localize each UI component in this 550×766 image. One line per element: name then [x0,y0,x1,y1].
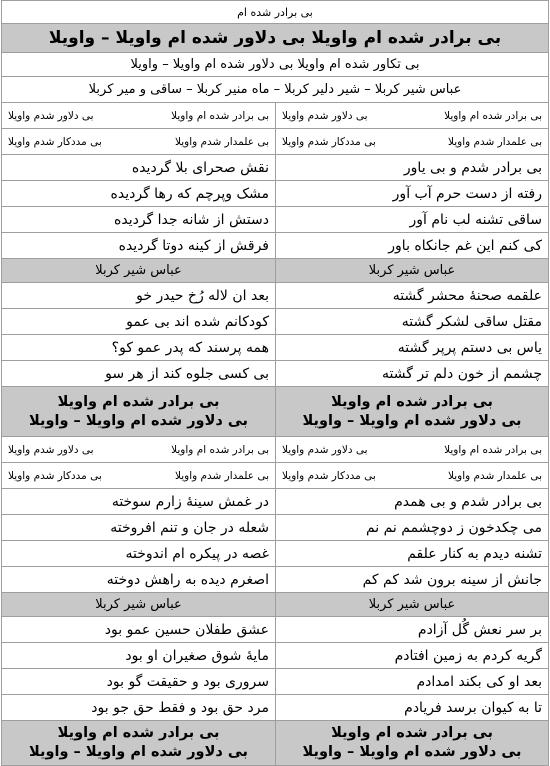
verse-cell[interactable]: مایهٔ شوق صغیران او بود [1,643,275,669]
refrain-line: بی برادر شده ام واویلا [331,393,493,410]
verse-cell[interactable]: کی کنم این غم جانکاه باور [275,233,549,259]
spreadsheet [1,0,549,766]
verse-cell[interactable]: فرقش از کینه دوتا گردیده [1,233,275,259]
verse-cell[interactable]: بی برادر شدم و بی یاور [275,155,549,181]
verse-cell[interactable]: گریه کردم به زمین افتادم [275,643,549,669]
verse-cell[interactable]: تشنه دیدم به کنار علقم [275,541,549,567]
verse-cell[interactable]: غصه در پیکره ام اندوخته [1,541,275,567]
chorus-text: بی علمدار شدم واویلا [174,135,269,148]
refrain-line: بی دلاور شده ام واویلا – واویلا [29,412,248,429]
cell-left[interactable] [1,103,275,129]
verse-cell[interactable]: چشمم از خون دلم تر گشته [275,361,549,387]
sheet-title[interactable]: بی برادر شده ام [1,0,549,24]
verse-cell[interactable]: عشق طفلان حسین عمو بود [1,617,275,643]
verse-cell[interactable]: بعد ان لاله رُخ حیدر خو [1,283,275,309]
refrain-line: بی دلاور شده ام واویلا – واویلا [302,412,522,429]
cell-right[interactable] [275,103,549,129]
cell-right[interactable] [275,129,549,155]
refrain-cell[interactable] [1,721,275,766]
refrain-line: بی برادر شده ام واویلا [331,725,493,741]
header-refrain[interactable]: بی برادر شده ام واویلا بی دلاور شده ام واویلا – واویلا [1,24,549,53]
refrain-line: بی دلاور شده ام واویلا – واویلا [302,744,522,760]
chorus-text: بی برادر شده ام واویلا [171,109,269,122]
cell-left[interactable] [1,463,275,489]
chorus-row-2 [1,463,549,489]
chorus-text: بی برادر شده ام واویلا [444,109,542,122]
chorus-text: بی مددکار شدم واویلا [282,469,376,482]
cell-right[interactable] [275,437,549,463]
header-names[interactable]: عباس شیر کربلا – شیر دلیر کربلا – ماه منیر کربلا – ساقی و میر کربلا [1,77,549,103]
verse-cell[interactable]: بی برادر شدم و بی همدم [275,489,549,515]
chorus-row-1 [1,437,549,463]
chorus-text: بی دلاور شدم واویلا [282,443,368,456]
verse-cell[interactable]: کودکانم شده اند بی عمو [1,309,275,335]
chorus-text: بی مددکار شدم واویلا [282,135,376,148]
verse-cell[interactable]: ساقی تشنه لب نام آور [275,207,549,233]
section-label[interactable]: عباس شیر کربلا [275,593,549,617]
verse-cell[interactable]: رفته از دست حرم آب آور [275,181,549,207]
verse-cell[interactable]: مقتل ساقی لشکر گشته [275,309,549,335]
chorus-row-2 [1,129,549,155]
refrain-cell[interactable] [1,387,275,437]
cell-right[interactable] [275,463,549,489]
chorus-text: بی برادر شده ام واویلا [171,443,269,456]
header-subline[interactable]: بی تکاور شده ام واویلا بی دلاور شده ام واویلا – واویلا [1,53,549,77]
verse-cell[interactable]: جانش از سینه برون شد کم کم [275,567,549,593]
verse-cell[interactable]: نقش صحرای بلا گردیده [1,155,275,181]
chorus-row-1 [1,103,549,129]
chorus-text: بی برادر شده ام واویلا [444,443,542,456]
verse-cell[interactable]: بی کسی جلوه کند از هر سو [1,361,275,387]
section-label[interactable]: عباس شیر کربلا [1,593,275,617]
chorus-text: بی علمدار شدم واویلا [447,469,542,482]
refrain-cell[interactable] [275,387,549,437]
verse-cell[interactable]: می چکدخون ز دوچشمم نم نم [275,515,549,541]
verse-cell[interactable]: همه پرسند که پدر عمو کو؟ [1,335,275,361]
verse-cell[interactable]: در غمش سینهٔ زارم سوخته [1,489,275,515]
chorus-text: بی مددکار شدم واویلا [8,135,102,148]
cell-left[interactable] [1,129,275,155]
chorus-text: بی مددکار شدم واویلا [8,469,102,482]
chorus-text: بی علمدار شدم واویلا [447,135,542,148]
chorus-text: بی علمدار شدم واویلا [174,469,269,482]
verse-cell[interactable]: بعد او کی بکند امدادم [275,669,549,695]
verse-cell[interactable]: تا به کیوان برسد فریادم [275,695,549,721]
verse-cell[interactable]: مشک وپرچم که رها گردیده [1,181,275,207]
refrain-cell[interactable] [275,721,549,766]
verse-cell[interactable]: سروری بود و حقیقت گو بود [1,669,275,695]
section-label[interactable]: عباس شیر کربلا [1,259,275,283]
refrain-line: بی برادر شده ام واویلا [57,725,220,741]
refrain-line: بی دلاور شده ام واویلا – واویلا [29,744,248,760]
verse-cell[interactable]: مرد حق بود و فقط حق جو بود [1,695,275,721]
verse-cell[interactable]: دستش از شانه جدا گردیده [1,207,275,233]
section-label[interactable]: عباس شیر کربلا [275,259,549,283]
verse-cell[interactable]: بر سر نعش گُل آزادم [275,617,549,643]
cell-left[interactable] [1,437,275,463]
verse-cell[interactable]: شعله در جان و تنم افروخته [1,515,275,541]
chorus-text: بی دلاور شدم واویلا [8,443,94,456]
chorus-text: بی دلاور شدم واویلا [8,109,94,122]
refrain-line: بی برادر شده ام واویلا [57,393,220,410]
verse-cell[interactable]: اصغرم دیده به راهش دوخته [1,567,275,593]
verse-cell[interactable]: یاس بی دستم پرپر گشته [275,335,549,361]
verse-cell[interactable]: علقمه صحنهٔ محشر گشته [275,283,549,309]
chorus-text: بی دلاور شدم واویلا [282,109,368,122]
